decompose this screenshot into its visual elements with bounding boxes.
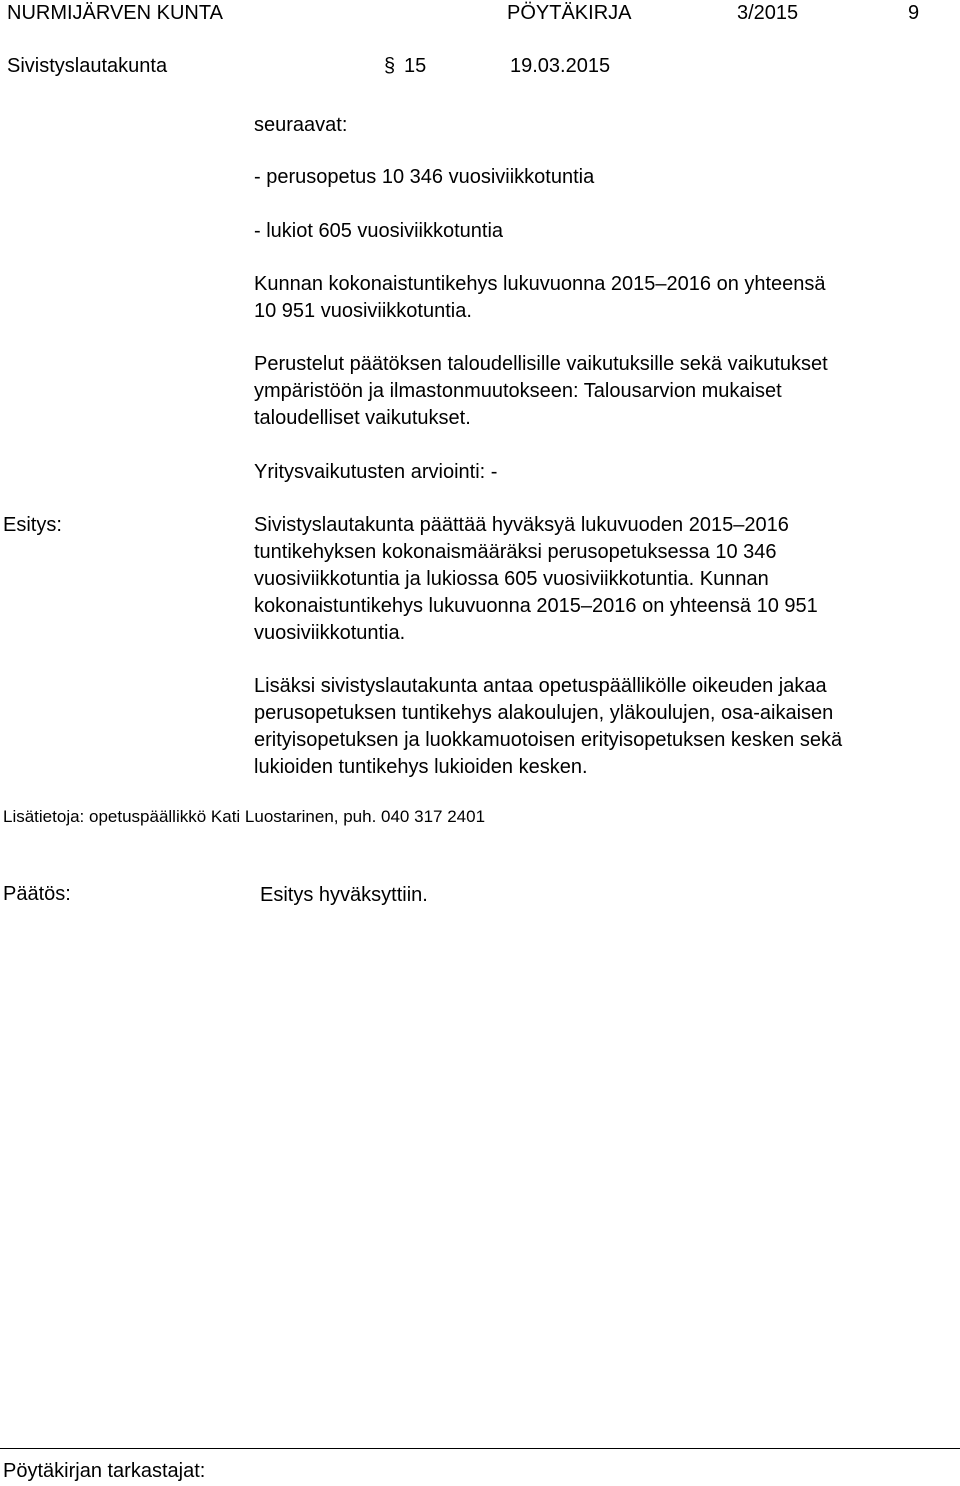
proposal-paragraph-2 bbox=[254, 673, 954, 781]
list-item-lukiot: - lukiot 605 vuosiviikkotuntia bbox=[254, 220, 504, 242]
proposal-paragraph bbox=[254, 512, 954, 647]
paragraph-line: 10 951 vuosiviikkotuntia. bbox=[254, 300, 472, 322]
paragraph-line: tuntikehyksen kokonaismääräksi perusopetuksessa 10 346 bbox=[254, 541, 777, 563]
paragraph-line: lukioiden tuntikehys lukioiden kesken. bbox=[254, 756, 588, 778]
board-name: Sivistyslautakunta bbox=[7, 55, 168, 77]
footer-divider bbox=[0, 1448, 960, 1449]
list-item-perusopetus: - perusopetus 10 346 vuosiviikkotuntia bbox=[254, 166, 595, 188]
paragraph-line: kokonaistuntikehys lukuvuonna 2015–2016 on yhteensä 10 951 bbox=[254, 595, 818, 617]
municipality-name: NURMIJÄRVEN KUNTA bbox=[7, 2, 223, 24]
body-intro: seuraavat: bbox=[254, 114, 348, 136]
paragraph-line: perusopetuksen tuntikehys alakoulujen, yläkoulujen, osa-aikaisen bbox=[254, 702, 834, 724]
proposal-label: Esitys: bbox=[3, 514, 62, 536]
reasons-paragraph bbox=[254, 351, 954, 432]
reviewers-label: Pöytäkirjan tarkastajat: bbox=[3, 1460, 206, 1482]
paragraph-line: Kunnan kokonaistuntikehys lukuvuonna 2015–2016 on yhteensä bbox=[254, 273, 826, 295]
business-impact-assessment: Yritysvaikutusten arviointi: - bbox=[254, 461, 498, 483]
decision-text: Esitys hyväksyttiin. bbox=[260, 884, 428, 906]
paragraph-line: vuosiviikkotuntia ja lukiossa 605 vuosiviikkotuntia. Kunnan bbox=[254, 568, 769, 590]
total-hours-paragraph bbox=[254, 271, 954, 325]
paragraph-line: taloudelliset vaikutukset. bbox=[254, 407, 471, 429]
page-number: 9 bbox=[908, 2, 920, 24]
document-type: PÖYTÄKIRJA bbox=[507, 2, 632, 24]
section-sign: § bbox=[384, 55, 396, 77]
section-number: 15 bbox=[404, 55, 427, 77]
paragraph-line: Perustelut päätöksen taloudellisille vaikutuksille sekä vaikutukset bbox=[254, 353, 828, 375]
paragraph-line: erityisopetuksen ja luokkamuotoisen erityisopetuksen kesken sekä bbox=[254, 729, 843, 751]
paragraph-line: vuosiviikkotuntia. bbox=[254, 622, 406, 644]
meeting-date: 19.03.2015 bbox=[510, 55, 611, 77]
paragraph-line: Lisäksi sivistyslautakunta antaa opetuspäällikölle oikeuden jakaa bbox=[254, 675, 827, 697]
paragraph-line: ympäristöön ja ilmastonmuutokseen: Talousarvion mukaiset bbox=[254, 380, 782, 402]
document-number: 3/2015 bbox=[737, 2, 799, 24]
contact-info: Lisätietoja: opetuspäällikkö Kati Luostarinen, puh. 040 317 2401 bbox=[3, 807, 486, 826]
paragraph-line: Sivistyslautakunta päättää hyväksyä lukuvuoden 2015–2016 bbox=[254, 514, 789, 536]
decision-label: Päätös: bbox=[3, 883, 71, 905]
